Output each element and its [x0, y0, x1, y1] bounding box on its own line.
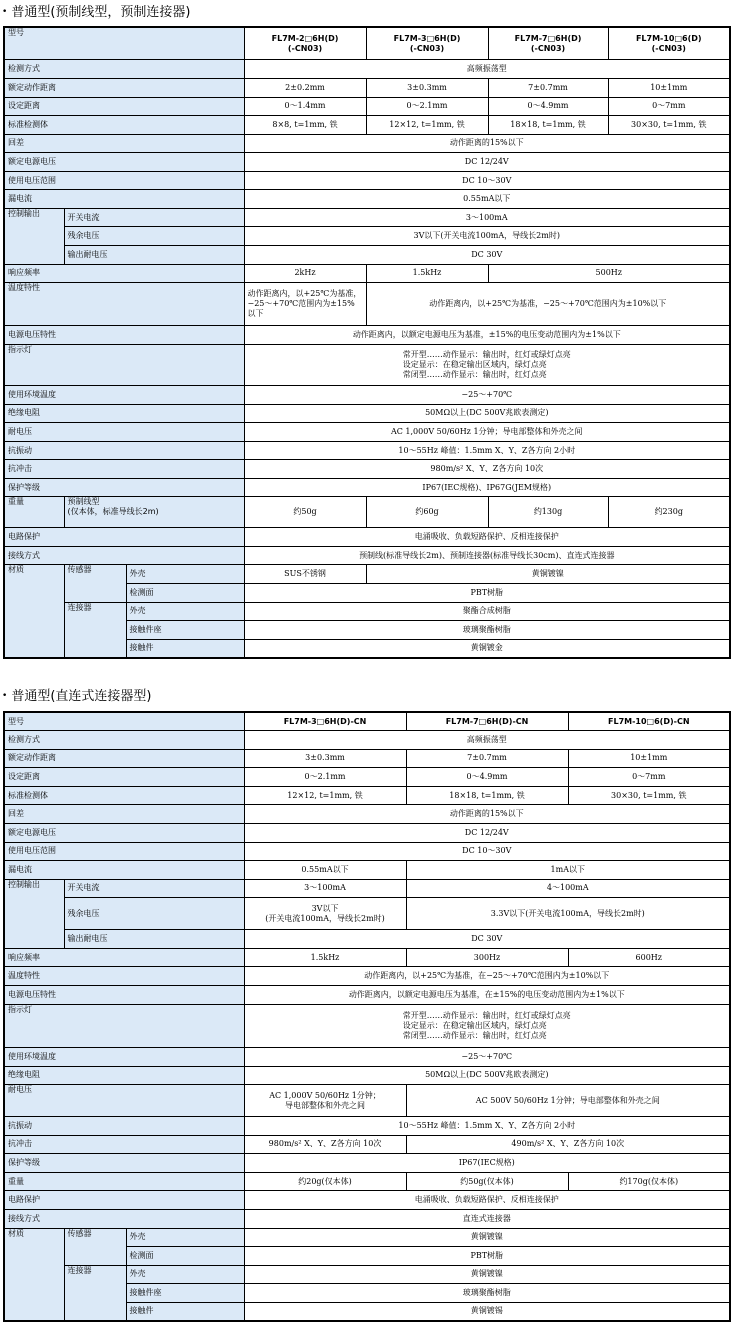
table-row	[4, 786, 730, 805]
cell-value: 7±0.7mm	[488, 79, 608, 98]
cell-value: 300Hz	[406, 948, 568, 967]
row-label: 接线方式	[4, 1209, 244, 1228]
row-sublabel: 连接器	[64, 602, 126, 658]
cell-value: 30×30, t=1mm, 铁	[608, 116, 730, 135]
table-row	[4, 1209, 730, 1228]
model-name: FL7M-3□6H(D)-CN	[244, 712, 406, 731]
cell-value: 0～2.1mm	[366, 97, 488, 116]
table-row	[4, 823, 730, 842]
cell-value: DC 12/24V	[244, 153, 730, 172]
cell-value: 动作距离内，以+25℃为基准，在−25～+70℃范围内为±10%以下	[244, 967, 730, 986]
row-label: 抗冲击	[4, 460, 244, 479]
section1-title: • 普通型(预制线型，预制连接器)	[2, 5, 191, 20]
table-row	[4, 528, 730, 547]
row-sublabel: 外壳	[126, 565, 244, 584]
model-name: FL7M-3□6H(D) (-CN03)	[366, 27, 488, 60]
cell-value: 1mA以下	[406, 861, 730, 880]
cell-value: 动作距离的15%以下	[244, 134, 730, 153]
row-label: 抗振动	[4, 1117, 244, 1136]
cell-value: 预制线(标准导线长2m)、预制连接器(标准导线长30cm)、直连式连接器	[244, 546, 730, 565]
cell-value: 约230g	[608, 497, 730, 528]
row-label: 标准检测体	[4, 786, 244, 805]
table-row	[4, 1191, 730, 1210]
row-label: 检测方式	[4, 731, 244, 750]
row-label: 标准检测体	[4, 116, 244, 135]
cell-value	[244, 344, 730, 385]
table-row	[4, 861, 730, 880]
row-label: 控制输出	[4, 879, 64, 948]
table-row	[4, 749, 730, 768]
table-row	[4, 842, 730, 861]
cell-value: 2±0.2mm	[244, 79, 366, 98]
cell-value: 0～7mm	[568, 768, 730, 787]
table-row	[4, 497, 730, 528]
row-label: 材质	[4, 565, 64, 658]
cell-value: DC 30V	[244, 245, 730, 264]
row-label-model: 型号	[4, 712, 244, 731]
cell-value: 黄铜镀锡	[244, 1302, 730, 1321]
cell-value: 4～100mA	[406, 879, 730, 898]
table-row	[4, 1085, 730, 1117]
table-row	[4, 602, 730, 621]
table-row	[4, 930, 730, 949]
table-row	[4, 134, 730, 153]
cell-value: 直连式连接器	[244, 1209, 730, 1228]
row-sublabel: 外壳	[126, 602, 244, 621]
row-label: 电路保护	[4, 1191, 244, 1210]
row-sublabel: 接触件	[126, 1302, 244, 1321]
table-row	[4, 898, 730, 930]
cell-value: 3.3V以下(开关电流100mA，导线长2m时)	[406, 898, 730, 930]
table-row	[4, 326, 730, 345]
cell-value: 3V以下(开关电流100mA，导线长2m时)	[244, 227, 730, 246]
cell-value: 约20g(仅本体)	[244, 1172, 406, 1191]
cell-value: 动作距离内，以+25℃为基准，−25～+70℃范围内为±15%以下	[244, 283, 366, 326]
table-row	[4, 1135, 730, 1154]
cell-value: 黄铜镀金	[244, 639, 730, 658]
cell-value: 黄铜镀镍	[366, 565, 730, 584]
model-name: FL7M-2□6H(D) (-CN03)	[244, 27, 366, 60]
row-label-model: 型号	[4, 27, 244, 60]
cell-value: 约170g(仅本体)	[568, 1172, 730, 1191]
row-label: 耐电压	[4, 1085, 244, 1117]
cell-value: 3～100mA	[244, 208, 730, 227]
cell-value: 0～4.9mm	[406, 768, 568, 787]
row-label: 额定电源电压	[4, 153, 244, 172]
cell-value: 10±1mm	[568, 749, 730, 768]
row-sublabel: 残余电压	[64, 898, 244, 930]
cell-value: 电涌吸收、负载短路保护、反相连接保护	[244, 528, 730, 547]
cell-value: IP67(IEC规格)、IP67G(JEM规格)	[244, 478, 730, 497]
cell-value: 高频振荡型	[244, 731, 730, 750]
table-row	[4, 1172, 730, 1191]
cell-value: 0～4.9mm	[488, 97, 608, 116]
row-sublabel: 传感器	[64, 1228, 126, 1265]
table-row	[4, 1066, 730, 1085]
cell-value: 0～2.1mm	[244, 768, 406, 787]
cell-value: 3～100mA	[244, 879, 406, 898]
row-sublabel: 开关电流	[64, 879, 244, 898]
indicator-text: 常开型……动作显示：输出时，红灯或绿灯点亮 设定显示：在稳定输出区域内，绿灯点亮 常闭型……动作显示：输出时，红灯点亮	[402, 1010, 571, 1040]
cell-value: AC 500V 50/60Hz 1分钟；导电部整体和外壳之间	[406, 1085, 730, 1117]
cell-value: DC 30V	[244, 930, 730, 949]
cell-value: 12×12, t=1mm, 铁	[244, 786, 406, 805]
row-sublabel: 传感器	[64, 565, 126, 602]
table-row	[4, 264, 730, 283]
table-row	[4, 79, 730, 98]
row-label: 材质	[4, 1228, 64, 1321]
row-label: 温度特性	[4, 967, 244, 986]
cell-value: 聚酯合成树脂	[244, 602, 730, 621]
model-name: FL7M-10□6(D) (-CN03)	[608, 27, 730, 60]
table-row	[4, 97, 730, 116]
cell-value: 0.55mA以下	[244, 190, 730, 209]
row-label: 额定电源电压	[4, 823, 244, 842]
row-label: 回差	[4, 805, 244, 824]
row-label: 检测方式	[4, 60, 244, 79]
row-label: 设定距离	[4, 97, 244, 116]
row-sublabel: 外壳	[126, 1265, 244, 1284]
table-row	[4, 1004, 730, 1047]
cell-value: 玻璃聚酯树脂	[244, 1284, 730, 1303]
row-sublabel: 接触件座	[126, 621, 244, 640]
table-row	[4, 153, 730, 172]
spec-table-2	[3, 711, 731, 1322]
row-label: 接线方式	[4, 546, 244, 565]
cell-value: 约60g	[366, 497, 488, 528]
cell-value: 2kHz	[244, 264, 366, 283]
spec-table-1	[3, 26, 731, 659]
cell-value: 动作距离内，以额定电源电压为基准，在±15%的电压变动范围内为±1%以下	[244, 986, 730, 1005]
cell-value: 980m/s² X、Y、Z各方向 10次	[244, 460, 730, 479]
table-row	[4, 27, 730, 60]
table-row	[4, 1228, 730, 1247]
cell-value: PBT树脂	[244, 583, 730, 602]
cell-value: IP67(IEC规格)	[244, 1154, 730, 1173]
cell-value: 10～55Hz 峰值：1.5mm X、Y、Z各方向 2小时	[244, 441, 730, 460]
row-label: 使用环境温度	[4, 1047, 244, 1066]
table-row	[4, 712, 730, 731]
cell-value: 3V以下 (开关电流100mA，导线长2m时)	[244, 898, 406, 930]
cell-value: DC 12/24V	[244, 823, 730, 842]
row-label: 响应频率	[4, 264, 244, 283]
cell-value: 10～55Hz 峰值：1.5mm X、Y、Z各方向 2小时	[244, 1117, 730, 1136]
row-label: 重量	[4, 1172, 244, 1191]
cell-value: 约130g	[488, 497, 608, 528]
table-row	[4, 879, 730, 898]
row-label: 绝缘电阻	[4, 404, 244, 423]
table-row	[4, 441, 730, 460]
cell-value: 动作距离内，以额定电源电压为基准，±15%的电压变动范围内为±1%以下	[244, 326, 730, 345]
table-row	[4, 1047, 730, 1066]
cell-value: 约50g(仅本体)	[406, 1172, 568, 1191]
row-sublabel: 残余电压	[64, 227, 244, 246]
row-label: 耐电压	[4, 423, 244, 442]
row-label: 响应频率	[4, 948, 244, 967]
cell-value: 3±0.3mm	[366, 79, 488, 98]
table-row	[4, 116, 730, 135]
table-row	[4, 344, 730, 385]
cell-value: 18×18, t=1mm, 铁	[406, 786, 568, 805]
table-row	[4, 967, 730, 986]
cell-value: DC 10～30V	[244, 842, 730, 861]
table-row	[4, 805, 730, 824]
row-sublabel: 接触件座	[126, 1284, 244, 1303]
cell-value: 50MΩ以上(DC 500V兆欧表测定)	[244, 404, 730, 423]
row-label: 温度特性	[4, 283, 244, 326]
cell-value: −25～+70℃	[244, 1047, 730, 1066]
cell-value: 1.5kHz	[244, 948, 406, 967]
indicator-text: 常开型……动作显示：输出时，红灯或绿灯点亮 设定显示：在稳定输出区域内，绿灯点亮 常闭型……动作显示：输出时，红灯点亮	[402, 350, 571, 379]
cell-value: AC 1,000V 50/60Hz 1分钟； 导电部整体和外壳之间	[244, 1085, 406, 1117]
row-sublabel: 外壳	[126, 1228, 244, 1247]
table-row	[4, 565, 730, 584]
cell-value: 动作距离内，以+25℃为基准，−25～+70℃范围内为±10%以下	[366, 283, 730, 326]
table-row	[4, 768, 730, 787]
row-label: 漏电流	[4, 190, 244, 209]
table-row	[4, 190, 730, 209]
table-row	[4, 386, 730, 405]
table-row	[4, 478, 730, 497]
cell-value: 500Hz	[488, 264, 730, 283]
row-label: 漏电流	[4, 861, 244, 880]
cell-value: 电涌吸收、负载短路保护、反相连接保护	[244, 1191, 730, 1210]
row-label: 使用电压范围	[4, 171, 244, 190]
cell-value: 0～7mm	[608, 97, 730, 116]
cell-value: 600Hz	[568, 948, 730, 967]
cell-value: 7±0.7mm	[406, 749, 568, 768]
row-label: 保护等级	[4, 1154, 244, 1173]
table-row	[4, 60, 730, 79]
row-label: 指示灯	[4, 1004, 244, 1047]
table-row	[4, 731, 730, 750]
cell-value: SUS不锈钢	[244, 565, 366, 584]
cell-value: DC 10～30V	[244, 171, 730, 190]
table-row	[4, 460, 730, 479]
row-label: 抗振动	[4, 441, 244, 460]
table-row	[4, 171, 730, 190]
row-sublabel: 连接器	[64, 1265, 126, 1321]
row-label: 设定距离	[4, 768, 244, 787]
row-label: 电源电压特性	[4, 986, 244, 1005]
row-sublabel: 检测面	[126, 1247, 244, 1266]
cell-value: 10±1mm	[608, 79, 730, 98]
cell-value: 黄铜镀镍	[244, 1228, 730, 1247]
row-label: 保护等级	[4, 478, 244, 497]
cell-value: PBT树脂	[244, 1247, 730, 1266]
cell-value: 490m/s² X、Y、Z各方向 10次	[406, 1135, 730, 1154]
cell-value: 玻璃聚酯树脂	[244, 621, 730, 640]
cell-value: 8×8, t=1mm, 铁	[244, 116, 366, 135]
row-sublabel: 预制线型 (仅本体，标准导线长2m)	[64, 497, 244, 528]
row-sublabel: 开关电流	[64, 208, 244, 227]
cell-value: 50MΩ以上(DC 500V兆欧表测定)	[244, 1066, 730, 1085]
row-sublabel: 输出耐电压	[64, 930, 244, 949]
model-name: FL7M-7□6H(D)-CN	[406, 712, 568, 731]
table-row	[4, 283, 730, 326]
cell-value: 30×30, t=1mm, 铁	[568, 786, 730, 805]
cell-value: 黄铜镀镍	[244, 1265, 730, 1284]
row-label: 使用电压范围	[4, 842, 244, 861]
cell-value: 18×18, t=1mm, 铁	[488, 116, 608, 135]
cell-value: 高频振荡型	[244, 60, 730, 79]
table-row	[4, 1117, 730, 1136]
row-label: 绝缘电阻	[4, 1066, 244, 1085]
table-row	[4, 208, 730, 227]
cell-value: 980m/s² X、Y、Z各方向 10次	[244, 1135, 406, 1154]
table-row	[4, 1265, 730, 1284]
row-label: 重量	[4, 497, 64, 528]
cell-value: −25～+70℃	[244, 386, 730, 405]
row-label: 回差	[4, 134, 244, 153]
model-name: FL7M-7□6H(D) (-CN03)	[488, 27, 608, 60]
row-label: 额定动作距离	[4, 749, 244, 768]
table-row	[4, 227, 730, 246]
cell-value: 1.5kHz	[366, 264, 488, 283]
cell-value	[244, 1004, 730, 1047]
cell-value: 动作距离的15%以下	[244, 805, 730, 824]
table-row	[4, 948, 730, 967]
row-label: 控制输出	[4, 208, 64, 264]
row-label: 抗冲击	[4, 1135, 244, 1154]
table-row	[4, 546, 730, 565]
table-row	[4, 404, 730, 423]
row-sublabel: 输出耐电压	[64, 245, 244, 264]
row-label: 额定动作距离	[4, 79, 244, 98]
cell-value: 12×12, t=1mm, 铁	[366, 116, 488, 135]
cell-value: AC 1,000V 50/60Hz 1分钟；导电部整体和外壳之间	[244, 423, 730, 442]
model-name: FL7M-10□6(D)-CN	[568, 712, 730, 731]
row-label: 电源电压特性	[4, 326, 244, 345]
row-sublabel: 检测面	[126, 583, 244, 602]
cell-value: 0～1.4mm	[244, 97, 366, 116]
row-label: 指示灯	[4, 344, 244, 385]
cell-value: 0.55mA以下	[244, 861, 406, 880]
table-row	[4, 1154, 730, 1173]
table-row	[4, 986, 730, 1005]
cell-value: 3±0.3mm	[244, 749, 406, 768]
row-label: 电路保护	[4, 528, 244, 547]
table-row	[4, 245, 730, 264]
section2-title: • 普通型(直连式连接器型)	[2, 689, 152, 704]
cell-value: 约50g	[244, 497, 366, 528]
table-row	[4, 423, 730, 442]
row-sublabel: 接触件	[126, 639, 244, 658]
row-label: 使用环境温度	[4, 386, 244, 405]
